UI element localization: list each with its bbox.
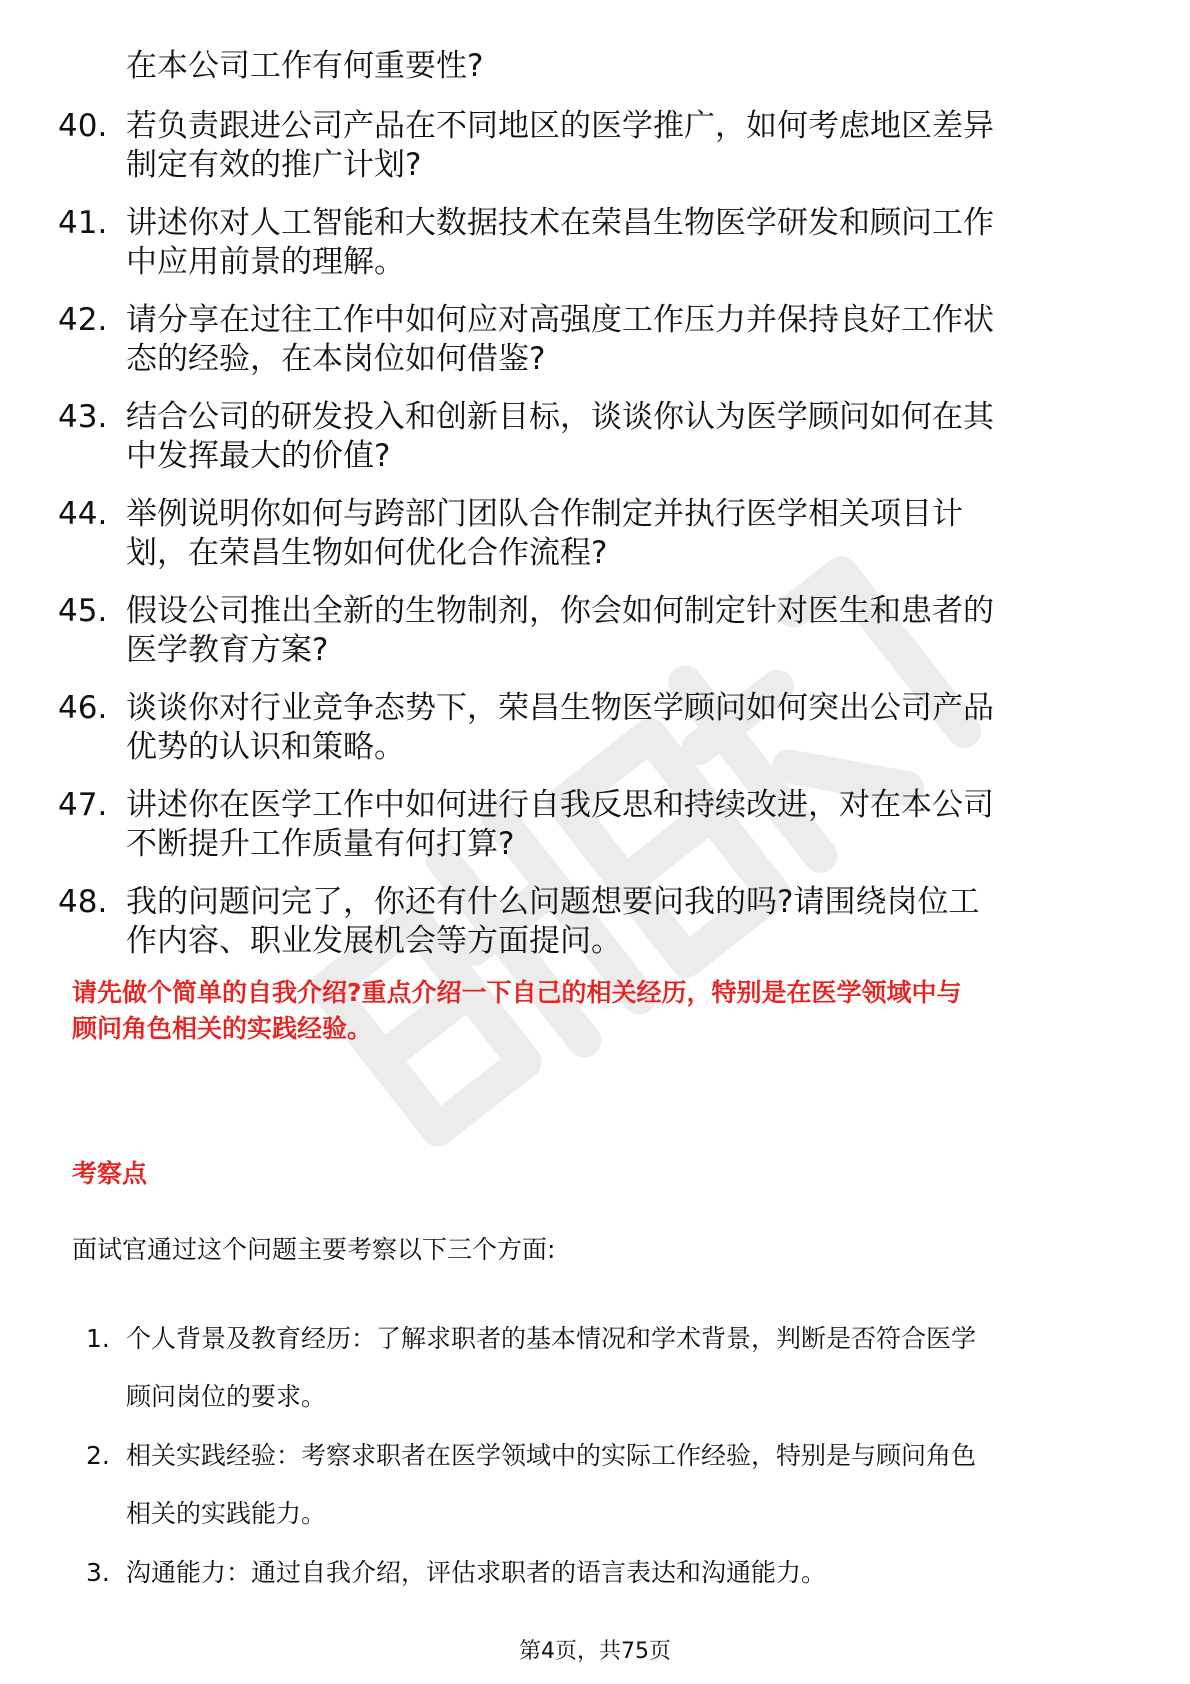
question-46-number: 46. bbox=[58, 690, 108, 726]
question-46-line-1: 谈谈你对行业竞争态势下，荣昌生物医学顾问如何突出公司产品 bbox=[126, 690, 994, 726]
question-39-line-1: 在本公司工作有何重要性? bbox=[126, 48, 484, 84]
question-44-line-1: 举例说明你如何与跨部门团队合作制定并执行医学相关项目计 bbox=[126, 496, 963, 532]
point-1-line-2: 顾问岗位的要求。 bbox=[126, 1382, 327, 1411]
question-41-line-1: 讲述你对人工智能和大数据技术在荣昌生物医学研发和顾问工作 bbox=[126, 205, 994, 241]
question-41-number: 41. bbox=[58, 205, 108, 241]
point-1-line-1: 个人背景及教育经历：了解求职者的基本情况和学术背景，判断是否符合医学 bbox=[126, 1324, 977, 1353]
question-42-line-2: 态的经验，在本岗位如何借鉴? bbox=[126, 341, 546, 377]
question-44-line-2: 划，在荣昌生物如何优化合作流程? bbox=[126, 535, 608, 571]
section-intro: 面试官通过这个问题主要考察以下三个方面: bbox=[72, 1235, 556, 1264]
question-48-number: 48. bbox=[58, 884, 108, 920]
question-47-line-2: 不断提升工作质量有何打算? bbox=[126, 826, 515, 862]
highlighted-question-line-2: 顾问角色相关的实践经验。 bbox=[72, 1014, 373, 1043]
point-3-line-1: 沟通能力：通过自我介绍，评估求职者的语言表达和沟通能力。 bbox=[126, 1558, 827, 1587]
page-number: 第4页，共75页 bbox=[519, 1639, 671, 1664]
point-3-number: 3. bbox=[86, 1558, 110, 1587]
question-43-line-2: 中发挥最大的价值? bbox=[126, 438, 391, 474]
question-42-line-1: 请分享在过往工作中如何应对高强度工作压力并保持良好工作状 bbox=[126, 302, 994, 338]
question-40-line-2: 制定有效的推广计划? bbox=[126, 147, 422, 183]
question-45-line-2: 医学教育方案? bbox=[126, 632, 329, 668]
question-48-line-2: 作内容、职业发展机会等方面提问。 bbox=[126, 923, 622, 959]
highlighted-question-line-1: 请先做个简单的自我介绍?重点介绍一下自己的相关经历，特别是在医学领域中与 bbox=[72, 978, 962, 1007]
question-47-line-1: 讲述你在医学工作中如何进行自我反思和持续改进，对在本公司 bbox=[126, 787, 994, 823]
question-45-line-1: 假设公司推出全新的生物制剂，你会如何制定针对医生和患者的 bbox=[126, 593, 994, 629]
question-45-number: 45. bbox=[58, 593, 108, 629]
question-40-number: 40. bbox=[58, 108, 108, 144]
question-43-number: 43. bbox=[58, 399, 108, 435]
point-2-number: 2. bbox=[86, 1441, 110, 1470]
question-43-line-1: 结合公司的研发投入和创新目标，谈谈你认为医学顾问如何在其 bbox=[126, 399, 994, 435]
question-42-number: 42. bbox=[58, 302, 108, 338]
point-2-line-2: 相关的实践能力。 bbox=[126, 1499, 327, 1528]
question-44-number: 44. bbox=[58, 496, 108, 532]
point-2-line-1: 相关实践经验：考察求职者在医学领域中的实际工作经验，特别是与顾问角色 bbox=[126, 1441, 977, 1470]
section-heading: 考察点 bbox=[72, 1159, 148, 1188]
question-46-line-2: 优势的认识和策略。 bbox=[126, 729, 405, 765]
question-40-line-1: 若负责跟进公司产品在不同地区的医学推广，如何考虑地区差异 bbox=[126, 108, 994, 144]
question-47-number: 47. bbox=[58, 787, 108, 823]
point-1-number: 1. bbox=[86, 1324, 110, 1353]
question-41-line-2: 中应用前景的理解。 bbox=[126, 244, 405, 280]
question-48-line-1: 我的问题问完了，你还有什么问题想要问我的吗?请围绕岗位工 bbox=[126, 884, 980, 920]
